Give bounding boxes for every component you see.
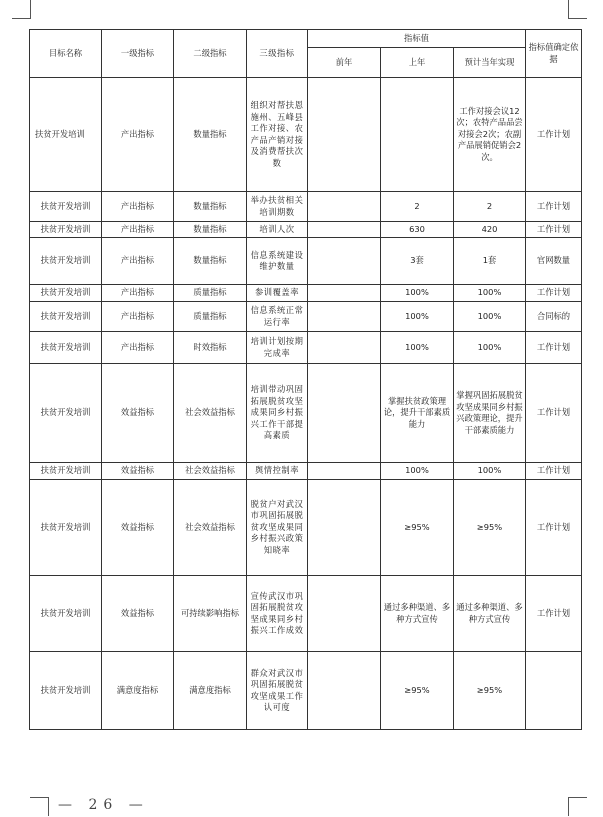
header-level3: 三级指标	[247, 30, 308, 78]
level2-cell: 数量指标	[174, 78, 247, 192]
last-year-cell: 100%	[381, 332, 454, 364]
table-row	[30, 222, 582, 238]
basis-cell	[526, 652, 582, 730]
basis-cell: 工作计划	[526, 332, 582, 364]
header-goal-name: 目标名称	[30, 30, 102, 78]
table-row	[30, 192, 582, 222]
level3-cell: 参训覆盖率	[247, 285, 308, 302]
basis-cell: 官网数量	[526, 238, 582, 285]
prev-year-cell	[308, 364, 381, 463]
table-row	[30, 480, 582, 576]
expected-cell: 100%	[454, 463, 526, 480]
prev-year-cell	[308, 652, 381, 730]
prev-year-cell	[308, 302, 381, 332]
table-row	[30, 576, 582, 652]
expected-cell: 2	[454, 192, 526, 222]
basis-cell: 工作计划	[526, 222, 582, 238]
crop-mark-top-right	[568, 0, 587, 19]
table-row	[30, 364, 582, 463]
expected-cell: 掌握巩固拓展脱贫攻坚成果同乡村振兴政策理论，提升干部素质能力	[454, 364, 526, 463]
level3-cell: 舆情控制率	[247, 463, 308, 480]
prev-year-cell	[308, 192, 381, 222]
goal-cell: 扶贫开发培训	[30, 480, 102, 576]
prev-year-cell	[308, 480, 381, 576]
basis-cell: 合同标的	[526, 302, 582, 332]
prev-year-cell	[308, 285, 381, 302]
level2-cell: 社会效益指标	[174, 463, 247, 480]
basis-cell: 工作计划	[526, 192, 582, 222]
level2-cell: 质量指标	[174, 302, 247, 332]
level3-cell: 信息系统正常运行率	[247, 302, 308, 332]
goal-cell: 扶贫开发培训	[30, 192, 102, 222]
expected-cell: 1套	[454, 238, 526, 285]
expected-cell: 100%	[454, 332, 526, 364]
table-row	[30, 238, 582, 285]
last-year-cell: 掌握扶贫政策理论，提升干部素质能力	[381, 364, 454, 463]
expected-cell: 工作对接会议12次；农特产品品尝对接会2次；农副产品展销促销会2次。	[454, 78, 526, 192]
expected-cell: ≥95%	[454, 652, 526, 730]
expected-cell: 100%	[454, 302, 526, 332]
last-year-cell: ≥95%	[381, 652, 454, 730]
level3-cell: 宣传武汉市巩固拓展脱贫攻坚成果同乡村振兴工作成效	[247, 576, 308, 652]
header-basis: 指标值确定依据	[526, 30, 582, 78]
level2-cell: 满意度指标	[174, 652, 247, 730]
goal-cell: 扶贫开发培训	[30, 576, 102, 652]
header-level2: 二级指标	[174, 30, 247, 78]
table-row	[30, 302, 582, 332]
expected-cell: ≥95%	[454, 480, 526, 576]
last-year-cell: 100%	[381, 302, 454, 332]
goal-cell: 扶贫开发培训	[30, 364, 102, 463]
goal-cell: 扶贫开发培训	[30, 652, 102, 730]
level1-cell: 产出指标	[102, 238, 174, 285]
basis-cell: 工作计划	[526, 480, 582, 576]
level1-cell: 产出指标	[102, 302, 174, 332]
level3-cell: 组织对帮扶恩施州、五峰县工作对接、农产品产销对接及消费帮扶次数	[247, 78, 308, 192]
level3-cell: 信息系统建设维护数量	[247, 238, 308, 285]
last-year-cell: ≥95%	[381, 480, 454, 576]
level2-cell: 质量指标	[174, 285, 247, 302]
goal-cell: 扶贫开发培训	[30, 463, 102, 480]
header-level1: 一级指标	[102, 30, 174, 78]
level1-cell: 效益指标	[102, 576, 174, 652]
level3-cell: 培训人次	[247, 222, 308, 238]
level1-cell: 效益指标	[102, 463, 174, 480]
level1-cell: 产出指标	[102, 332, 174, 364]
goal-cell: 扶贫开发培训	[30, 222, 102, 238]
basis-cell: 工作计划	[526, 463, 582, 480]
table-row	[30, 78, 582, 192]
level3-cell: 培训计划按期完成率	[247, 332, 308, 364]
level2-cell: 社会效益指标	[174, 364, 247, 463]
header-indicator-value: 指标值	[308, 30, 526, 48]
prev-year-cell	[308, 222, 381, 238]
level2-cell: 可持续影响指标	[174, 576, 247, 652]
prev-year-cell	[308, 78, 381, 192]
prev-year-cell	[308, 238, 381, 285]
header-prev-year: 前年	[308, 48, 381, 78]
level1-cell: 产出指标	[102, 78, 174, 192]
basis-cell: 工作计划	[526, 364, 582, 463]
goal-cell: 扶贫开发培训	[30, 302, 102, 332]
level1-cell: 产出指标	[102, 222, 174, 238]
level2-cell: 数量指标	[174, 222, 247, 238]
expected-cell: 100%	[454, 285, 526, 302]
expected-cell: 420	[454, 222, 526, 238]
last-year-cell: 2	[381, 192, 454, 222]
level2-cell: 数量指标	[174, 192, 247, 222]
header-expected: 预计当年实现	[454, 48, 526, 78]
last-year-cell: 100%	[381, 463, 454, 480]
prev-year-cell	[308, 463, 381, 480]
level3-cell: 举办扶贫相关培训期数	[247, 192, 308, 222]
level3-cell: 群众对武汉市巩固拓展脱贫攻坚成果工作认可度	[247, 652, 308, 730]
table-row	[30, 285, 582, 302]
last-year-cell: 通过多种渠道、多种方式宣传	[381, 576, 454, 652]
level1-cell: 满意度指标	[102, 652, 174, 730]
prev-year-cell	[308, 576, 381, 652]
page-number: — 26 —	[58, 797, 149, 813]
goal-cell: 扶贫开发培训	[30, 285, 102, 302]
header-last-year: 上年	[381, 48, 454, 78]
last-year-cell	[381, 78, 454, 192]
crop-mark-bottom-left	[30, 797, 49, 816]
performance-indicator-table	[29, 29, 582, 730]
basis-cell: 工作计划	[526, 78, 582, 192]
level2-cell: 时效指标	[174, 332, 247, 364]
table-row	[30, 332, 582, 364]
crop-mark-bottom-right	[568, 797, 587, 816]
table-row	[30, 652, 582, 730]
basis-cell: 工作计划	[526, 285, 582, 302]
last-year-cell: 100%	[381, 285, 454, 302]
basis-cell: 工作计划	[526, 576, 582, 652]
level3-cell: 培训带动巩固拓展脱贫攻坚成果同乡村振兴工作干部提高素质	[247, 364, 308, 463]
level1-cell: 效益指标	[102, 364, 174, 463]
goal-cell: 扶贫开发培训	[30, 238, 102, 285]
level1-cell: 产出指标	[102, 192, 174, 222]
last-year-cell: 3套	[381, 238, 454, 285]
level1-cell: 产出指标	[102, 285, 174, 302]
table-row	[30, 463, 582, 480]
level2-cell: 数量指标	[174, 238, 247, 285]
crop-mark-top-left	[12, 0, 31, 19]
expected-cell: 通过多种渠道、多种方式宣传	[454, 576, 526, 652]
goal-cell: 扶贫开发培训	[30, 332, 102, 364]
prev-year-cell	[308, 332, 381, 364]
level2-cell: 社会效益指标	[174, 480, 247, 576]
level3-cell: 脱贫户对武汉市巩固拓展脱贫攻坚成果同乡村振兴政策知晓率	[247, 480, 308, 576]
last-year-cell: 630	[381, 222, 454, 238]
level1-cell: 效益指标	[102, 480, 174, 576]
goal-cell: 扶贫开发培训	[30, 78, 102, 192]
